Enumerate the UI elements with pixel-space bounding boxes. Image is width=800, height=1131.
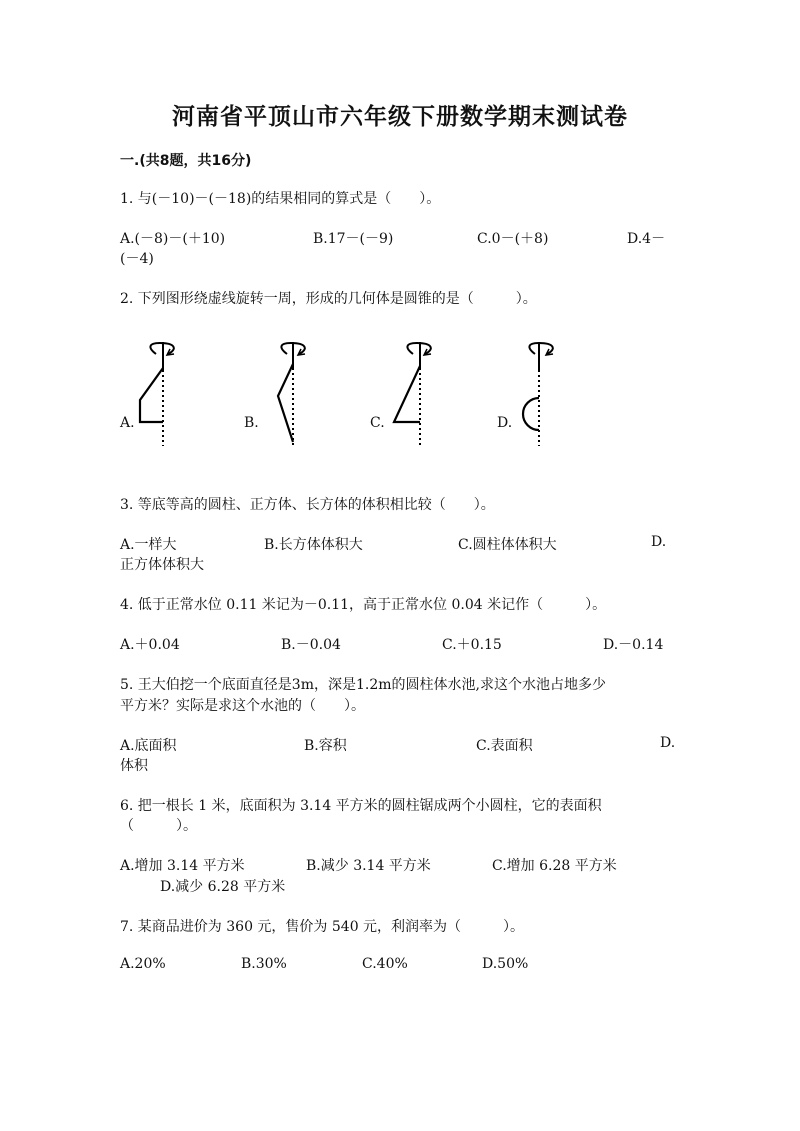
question-2-option-b: B.: [244, 415, 259, 431]
question-7-option-d: D.50%: [482, 956, 529, 972]
question-4-option-c: C.＋0.15: [442, 637, 502, 653]
question-5-option-d: D.: [660, 735, 676, 751]
question-6-option-b: B.减少 3.14 平方米: [306, 858, 431, 874]
question-2-stem: 2. 下列图形绕虚线旋转一周，形成的几何体是圆锥的是（ ）。: [120, 291, 537, 307]
figure-a: [120, 340, 190, 450]
question-1-option-d-cont: (－4): [120, 251, 154, 267]
section-heading: 一.(共8题，共16分): [120, 153, 252, 169]
question-6-stem: 6. 把一根长 1 米，底面积为 3.14 平方米的圆柱锯成两个小圆柱，它的表面积: [120, 798, 602, 814]
question-3-stem: 3. 等底等高的圆柱、正方体、长方体的体积相比较（ ）。: [120, 497, 495, 513]
question-3-option-d: D.: [651, 534, 667, 550]
question-5-option-b: B.容积: [304, 738, 347, 754]
question-5-option-c: C.表面积: [476, 738, 533, 754]
figure-d: [515, 340, 585, 450]
question-2-option-a: A.: [120, 415, 135, 431]
question-4-option-b: B.－0.04: [281, 637, 341, 653]
question-6-stem-cont: （ ）。: [120, 818, 197, 834]
figure-c: [388, 340, 458, 450]
question-1-option-a: A.(－8)－(＋10): [120, 231, 226, 247]
question-4-stem: 4. 低于正常水位 0.11 米记为－0.11，高于正常水位 0.04 米记作（ ）。: [120, 597, 607, 613]
question-1-stem: 1. 与(－10)－(－18)的结果相同的算式是（ ）。: [120, 191, 441, 207]
question-5-stem-cont: 平方米？实际是求这个水池的（ ）。: [120, 698, 365, 714]
question-7-stem: 7. 某商品进价为 360 元，售价为 540 元，利润率为（ ）。: [120, 919, 525, 935]
question-7-option-a: A.20%: [120, 956, 166, 972]
question-6-option-d: D.减少 6.28 平方米: [160, 879, 286, 895]
question-4-option-d: D.－0.14: [603, 637, 664, 653]
question-1-option-b: B.17－(－9): [313, 231, 394, 247]
question-4-option-a: A.＋0.04: [120, 637, 180, 653]
question-1-option-c: C.0－(＋8): [477, 231, 549, 247]
question-5-option-a: A.底面积: [120, 738, 177, 754]
question-3-option-b: B.长方体体积大: [264, 537, 363, 553]
figure-b: [262, 340, 332, 450]
question-1-option-d: D.4－: [627, 231, 666, 247]
question-6-option-a: A.增加 3.14 平方米: [120, 858, 245, 874]
question-5-option-d-cont: 体积: [120, 758, 148, 774]
question-3-option-d-cont: 正方体体积大: [120, 557, 204, 573]
question-3-option-c: C.圆柱体体积大: [458, 537, 557, 553]
question-2-option-d: D.: [497, 415, 513, 431]
question-6-option-c: C.增加 6.28 平方米: [492, 858, 617, 874]
question-7-option-c: C.40%: [362, 956, 408, 972]
question-3-option-a: A.一样大: [120, 537, 177, 553]
question-5-stem: 5. 王大伯挖一个底面直径是3m，深是1.2m的圆柱体水池,求这个水池占地多少: [120, 677, 606, 693]
page-title: 河南省平顶山市六年级下册数学期末测试卷: [172, 104, 628, 130]
question-7-option-b: B.30%: [241, 956, 287, 972]
question-2-option-c: C.: [370, 415, 385, 431]
